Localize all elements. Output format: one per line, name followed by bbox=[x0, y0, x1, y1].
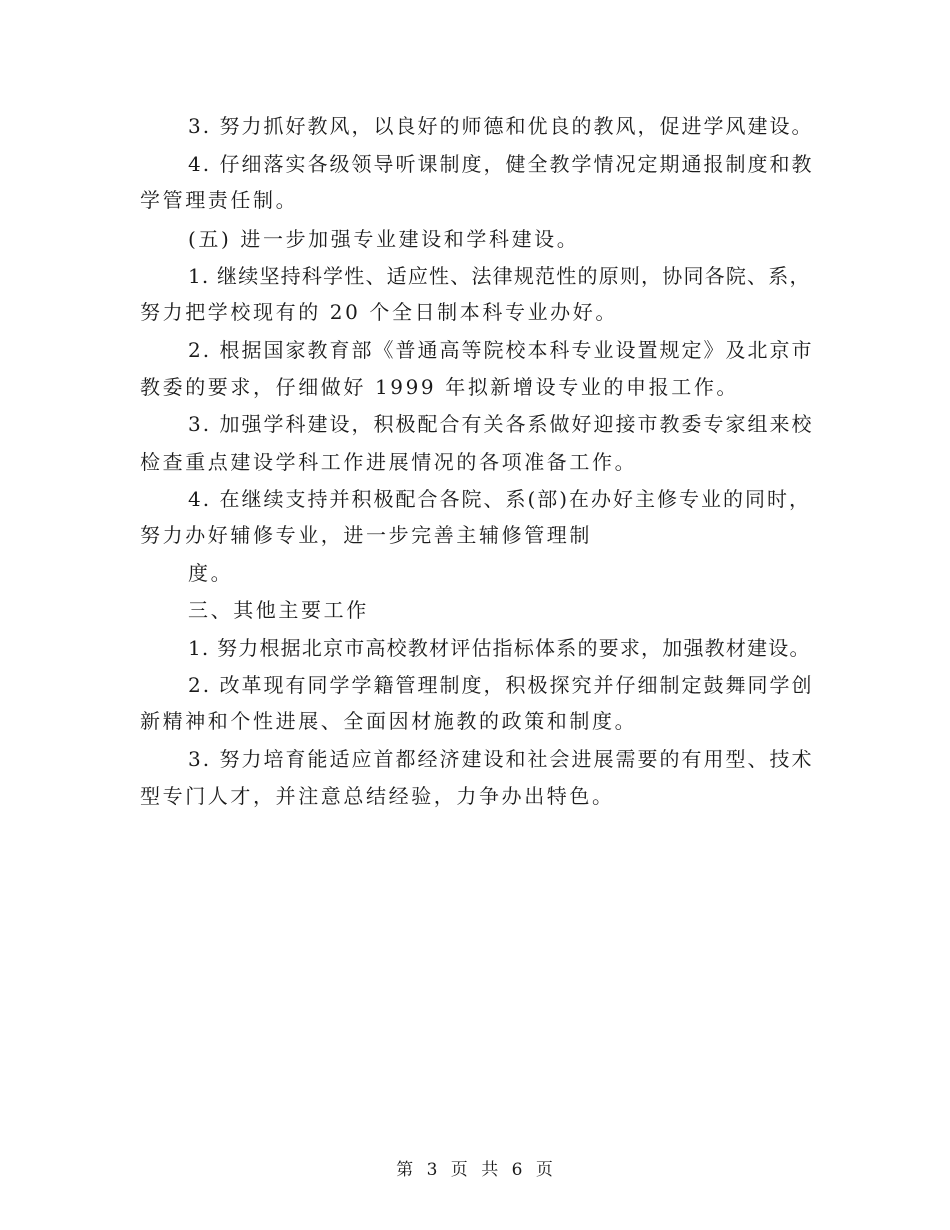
body-line: 4. 在继续支持并积极配合各院、系(部)在办好主修专业的同时， bbox=[188, 487, 812, 511]
body-line: 检查重点建设学科工作进展情况的各项准备工作。 bbox=[140, 450, 638, 474]
body-line: 教委的要求，仔细做好 1999 年拟新增设专业的申报工作。 bbox=[140, 375, 740, 399]
body-line: 学管理责任制。 bbox=[140, 188, 299, 212]
body-line: 2. 改革现有同学学籍管理制度，积极探究并仔细制定鼓舞同学创 bbox=[188, 673, 814, 697]
page-number-footer: 第 3 页 共 6 页 bbox=[396, 1160, 554, 1180]
body-line: 3. 努力抓好教风，以良好的师德和优良的教风，促进学风建设。 bbox=[188, 114, 814, 138]
body-line: 3. 加强学科建设，积极配合有关各系做好迎接市教委专家组来校 bbox=[188, 412, 814, 436]
section-heading: 三、其他主要工作 bbox=[188, 598, 369, 622]
body-line: 2. 根据国家教育部《普通高等院校本科专业设置规定》及北京市 bbox=[188, 338, 814, 362]
body-line: 型专门人才，并注意总结经验，力争办出特色。 bbox=[140, 784, 615, 808]
body-line: 努力办好辅修专业，进一步完善主辅修管理制 bbox=[140, 523, 592, 547]
section-heading: (五) 进一步加强专业建设和学科建设。 bbox=[188, 227, 580, 251]
body-line: 3. 努力培育能适应首都经济建设和社会进展需要的有用型、技术 bbox=[188, 747, 814, 771]
body-line: 4. 仔细落实各级领导听课制度，健全教学情况定期通报制度和教 bbox=[188, 152, 814, 176]
body-line: 1. 努力根据北京市高校教材评估指标体系的要求，加强教材建设。 bbox=[188, 636, 811, 660]
body-line: 度。 bbox=[188, 561, 234, 585]
body-line: 新精神和个性进展、全面因材施教的政策和制度。 bbox=[140, 709, 638, 733]
body-line: 1. 继续坚持科学性、适应性、法律规范性的原则，协同各院、系， bbox=[188, 264, 811, 288]
body-line: 努力把学校现有的 20 个全日制本科专业办好。 bbox=[140, 300, 618, 324]
